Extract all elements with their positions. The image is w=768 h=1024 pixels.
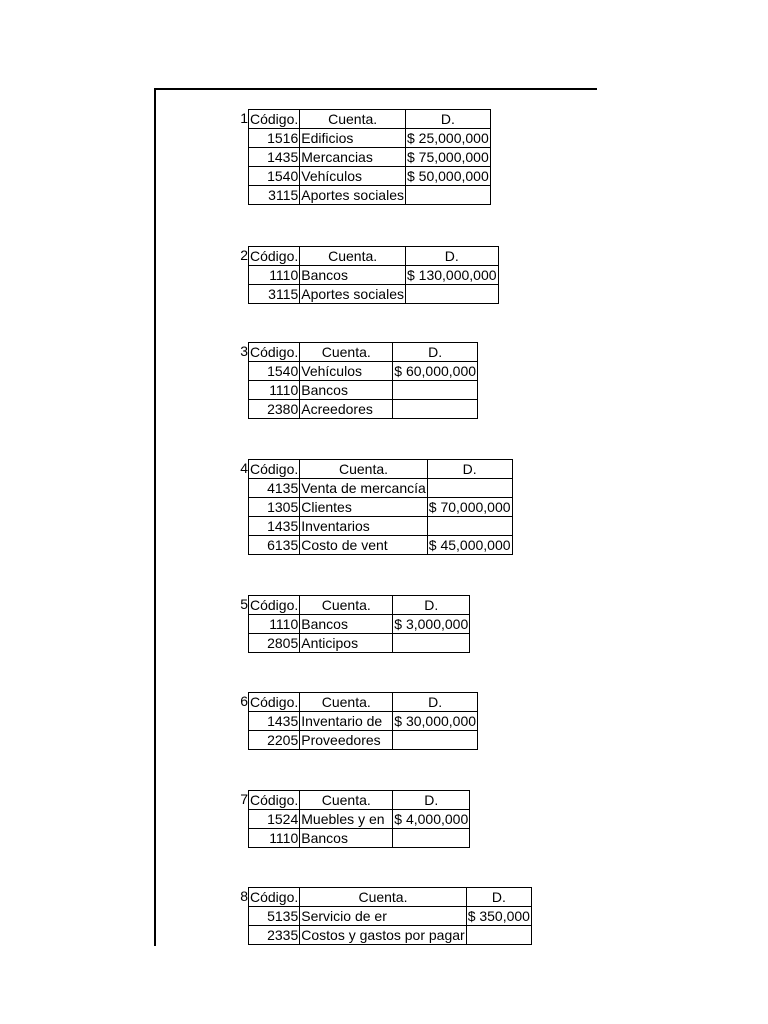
debit-amount <box>466 926 531 945</box>
account-name: Bancos <box>301 830 348 846</box>
debit-amount: $ 130,000,000 <box>406 267 497 283</box>
table-row <box>249 400 478 419</box>
account-code: 1435 <box>249 148 300 167</box>
header-account: Cuenta. <box>300 693 393 712</box>
header-row <box>249 888 532 907</box>
ledger-table <box>248 459 513 555</box>
entry-number: 6 <box>240 693 248 709</box>
account-code: 3115 <box>249 285 300 304</box>
account-code: 5135 <box>249 907 300 926</box>
debit-amount: $ 50,000,000 <box>406 168 489 184</box>
account-cell <box>300 362 393 381</box>
ledger-table <box>248 109 491 205</box>
header-account: Cuenta. <box>300 460 428 479</box>
account-name: Venta de mercancía <box>301 480 426 496</box>
debit-amount: $ 45,000,000 <box>428 537 511 553</box>
account-cell <box>300 712 393 731</box>
account-name: Costos y gastos por pagar <box>301 927 465 943</box>
account-name: Aportes sociales <box>301 286 404 302</box>
table-row <box>249 266 499 285</box>
account-name: Vehículos <box>301 168 362 184</box>
entry-number: 4 <box>240 460 248 476</box>
ledger-table <box>248 342 478 419</box>
header-account: Cuenta. <box>300 343 393 362</box>
account-code: 1110 <box>249 615 300 634</box>
table-row <box>249 615 470 634</box>
header-row <box>249 110 491 129</box>
header-row <box>249 596 470 615</box>
debit-amount: $ 4,000,000 <box>394 811 469 827</box>
account-name: Bancos <box>301 616 348 632</box>
account-name: Servicio de er <box>301 908 387 924</box>
account-cell <box>300 536 428 555</box>
header-row <box>249 791 470 810</box>
debit-amount: $ 60,000,000 <box>394 363 477 379</box>
debit-amount <box>393 829 470 848</box>
header-account: Cuenta. <box>300 596 393 615</box>
debit-amount: $ 70,000,000 <box>428 499 511 515</box>
header-debit: D. <box>466 888 531 907</box>
account-cell <box>300 926 466 945</box>
debit-amount <box>393 400 478 419</box>
account-code: 2805 <box>249 634 300 653</box>
account-name: Muebles y en <box>301 811 385 827</box>
account-code: 4135 <box>249 479 300 498</box>
table-row <box>249 517 513 536</box>
ledger-table <box>248 692 478 750</box>
entry-number: 2 <box>240 247 248 263</box>
account-code: 1305 <box>249 498 300 517</box>
account-code: 1435 <box>249 517 300 536</box>
account-code: 2380 <box>249 400 300 419</box>
account-code: 2205 <box>249 731 300 750</box>
header-account: Cuenta. <box>300 110 406 129</box>
page-frame-left-border <box>154 88 156 946</box>
entry-number: 3 <box>240 343 248 359</box>
table-row <box>249 167 491 186</box>
account-name: Anticipos <box>301 635 359 651</box>
debit-amount <box>393 634 470 653</box>
account-code: 6135 <box>249 536 300 555</box>
header-row <box>249 693 478 712</box>
account-cell <box>300 498 428 517</box>
header-code: Código. <box>250 597 299 613</box>
account-code: 1540 <box>249 362 300 381</box>
account-name: Inventarios <box>301 518 370 534</box>
table-row <box>249 148 491 167</box>
account-cell <box>300 400 393 419</box>
account-cell <box>300 381 393 400</box>
header-code: Código. <box>250 461 299 477</box>
header-account: Cuenta. <box>300 791 393 810</box>
table-row <box>249 829 470 848</box>
entry-number: 7 <box>240 791 248 807</box>
account-name: Acreedores <box>301 401 373 417</box>
header-debit: D. <box>393 596 470 615</box>
account-name: Inventario de <box>301 713 383 729</box>
header-account: Cuenta. <box>300 888 466 907</box>
account-cell <box>300 517 428 536</box>
header-debit: D. <box>393 343 478 362</box>
account-cell <box>300 829 393 848</box>
debit-amount: $ 30,000,000 <box>394 713 477 729</box>
table-row <box>249 186 491 205</box>
debit-amount <box>393 731 478 750</box>
table-row <box>249 926 532 945</box>
debit-amount <box>427 517 512 536</box>
table-row <box>249 498 513 517</box>
table-row <box>249 731 478 750</box>
account-name: Aportes sociales <box>301 187 404 203</box>
header-debit: D. <box>427 460 512 479</box>
header-code: Código. <box>250 694 299 710</box>
account-name: Edificios <box>301 130 354 146</box>
account-code: 1540 <box>249 167 300 186</box>
account-cell <box>300 615 393 634</box>
account-cell <box>300 186 406 205</box>
header-code: Código. <box>250 889 299 905</box>
debit-amount <box>427 479 512 498</box>
account-cell <box>300 285 406 304</box>
header-debit: D. <box>405 110 490 129</box>
account-cell <box>300 634 393 653</box>
header-row <box>249 343 478 362</box>
header-debit: D. <box>393 791 470 810</box>
account-cell <box>300 907 466 926</box>
account-name: Costo de vent <box>301 537 388 553</box>
table-row <box>249 479 513 498</box>
table-row <box>249 129 491 148</box>
account-code: 1110 <box>249 829 300 848</box>
account-name: Mercancias <box>301 149 373 165</box>
debit-amount <box>393 381 478 400</box>
account-cell <box>300 148 406 167</box>
table-row <box>249 285 499 304</box>
header-debit: D. <box>393 693 478 712</box>
header-code: Código. <box>250 792 299 808</box>
header-row <box>249 247 499 266</box>
table-row <box>249 381 478 400</box>
ledger-table <box>248 246 499 304</box>
table-row <box>249 634 470 653</box>
account-name: Bancos <box>301 382 348 398</box>
debit-amount <box>405 186 490 205</box>
ledger-table <box>248 790 470 848</box>
account-cell <box>300 266 406 285</box>
table-row <box>249 712 478 731</box>
debit-amount <box>405 285 498 304</box>
account-code: 1110 <box>249 266 300 285</box>
header-row <box>249 460 513 479</box>
entry-number: 8 <box>240 888 248 904</box>
header-debit: D. <box>405 247 498 266</box>
table-row <box>249 362 478 381</box>
account-name: Vehículos <box>301 363 362 379</box>
page-frame-top-border <box>154 88 597 90</box>
debit-amount: $ 75,000,000 <box>406 149 489 165</box>
header-code: Código. <box>250 344 299 360</box>
account-code: 3115 <box>249 186 300 205</box>
table-row <box>249 907 532 926</box>
account-name: Clientes <box>301 499 352 515</box>
header-code: Código. <box>250 111 299 127</box>
account-cell <box>300 167 406 186</box>
account-name: Bancos <box>301 267 348 283</box>
header-code: Código. <box>250 248 299 264</box>
entry-number: 5 <box>240 596 248 612</box>
debit-amount: $ 3,000,000 <box>394 616 469 632</box>
ledger-table <box>248 595 470 653</box>
debit-amount: $ 350,000 <box>467 908 530 924</box>
debit-amount: $ 25,000,000 <box>406 130 489 146</box>
table-row <box>249 536 513 555</box>
account-cell <box>300 479 428 498</box>
account-cell <box>300 129 406 148</box>
table-row <box>249 810 470 829</box>
account-cell <box>300 731 393 750</box>
account-code: 1516 <box>249 129 300 148</box>
header-account: Cuenta. <box>300 247 406 266</box>
account-code: 1524 <box>249 810 300 829</box>
entry-number: 1 <box>240 110 248 126</box>
account-code: 1435 <box>249 712 300 731</box>
account-code: 1110 <box>249 381 300 400</box>
account-name: Proveedores <box>301 732 381 748</box>
ledger-table <box>248 887 532 945</box>
account-cell <box>300 810 393 829</box>
account-code: 2335 <box>249 926 300 945</box>
